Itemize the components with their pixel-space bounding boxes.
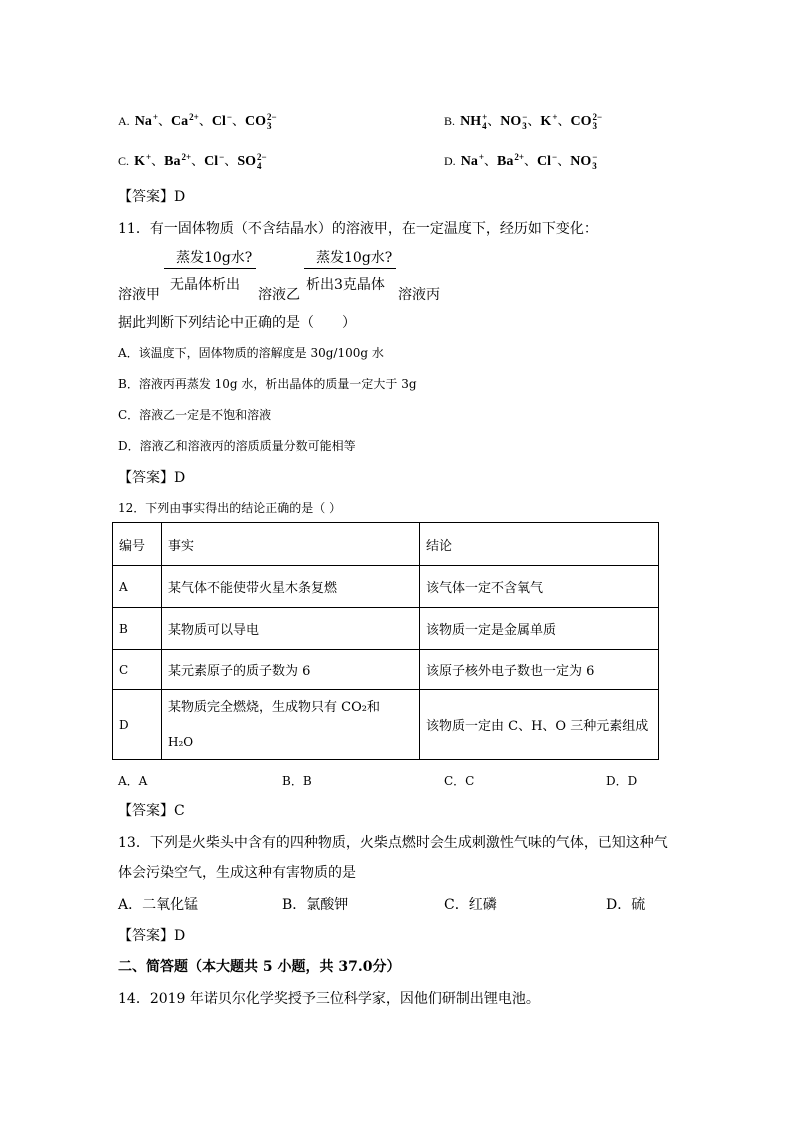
table-header-fact: 事实 [162, 523, 420, 566]
q11-arrow2-line [304, 268, 396, 269]
table-header-conclusion: 结论 [420, 523, 659, 566]
separator: 、 [231, 114, 245, 129]
q13-answer: 【答案】D [118, 928, 186, 944]
ion-charge: − [226, 111, 232, 122]
row-fact-line1: 某物质完全燃烧，生成物只有 CO₂和 [168, 699, 380, 715]
ion-formula [237, 151, 267, 171]
ion-charge-stack [189, 113, 199, 131]
q12-option-d: D．D [606, 774, 638, 788]
q12-option-a: A．A [118, 774, 148, 788]
ion-charge: − [592, 151, 598, 162]
ion-formula [134, 151, 152, 169]
q11-option-c: C．溶液乙一定是不饱和溶液 [118, 408, 272, 422]
table-header-id: 编号 [113, 523, 162, 566]
table-row [113, 566, 659, 608]
ion-formula [497, 151, 525, 169]
ion-charge: − [219, 151, 225, 162]
ion-subscript: 4 [257, 160, 262, 171]
row-fact-line2: H₂O [168, 734, 194, 749]
ion-subscript [182, 162, 192, 171]
ion-base: Ba [497, 154, 514, 169]
ion-charge-stack [267, 113, 277, 131]
q10-option-d: D. Na + 、Ba 2+ 、Cl − 、NO − 3 [444, 151, 598, 171]
ion-charge: + [146, 151, 152, 162]
q11-arrow2-top: 蒸发10g水? [316, 250, 393, 266]
ion-charge: + [152, 111, 159, 122]
separator: 、 [557, 114, 571, 129]
separator: 、 [191, 154, 205, 169]
row-fact: 某物质可以导电 [162, 608, 420, 650]
ion-charge: − [522, 111, 528, 122]
ion-base: CO [244, 114, 266, 129]
row-conclusion: 该物质一定是金属单质 [420, 608, 659, 650]
ion-formula [460, 151, 485, 169]
q13-stem-line2: 体会污染空气，生成这种有害物质的是 [118, 865, 356, 881]
q12-stem: 12．下列由事实得出的结论正确的是（ ） [118, 501, 342, 515]
ion-base: Cl [211, 114, 226, 129]
q14-stem: 14．2019 年诺贝尔化学奖授予三位科学家，因他们研制出锂电池。 [118, 991, 540, 1007]
q13-option-a: A．二氧化锰 [118, 897, 199, 913]
row-id: B [113, 608, 162, 650]
ion-base: Cl [537, 154, 552, 169]
ion-charge: + [552, 111, 558, 122]
q11-answer: 【答案】D [118, 470, 186, 486]
q10-option-c: C. K + 、Ba 2+ 、Cl − 、SO 2− 4 [118, 151, 267, 171]
ion-charge: 2+ [189, 111, 199, 122]
ion-charge: 2− [592, 111, 603, 122]
q12-table [112, 522, 659, 760]
ion-base: Ba [164, 154, 181, 169]
separator: 、 [524, 154, 538, 169]
ion-charge-stack [592, 113, 602, 131]
separator: 、 [487, 114, 501, 129]
ion-charge-stack [182, 153, 192, 171]
ion-charge-stack [514, 153, 524, 171]
q13-option-b: B．氯酸钾 [282, 897, 349, 913]
q12-option-b: B．B [282, 774, 312, 788]
ion-formula [570, 151, 598, 171]
table-row [113, 690, 659, 760]
ion-formula [537, 151, 558, 169]
ion-base: Na [134, 114, 152, 129]
q11-solution-jia: 溶液甲 [118, 287, 160, 303]
ion-formula [460, 111, 488, 131]
table-header-row [113, 523, 659, 566]
q11-option-b: B．溶液丙再蒸发 10g 水，析出晶体的质量一定大于 3g [118, 377, 417, 391]
row-fact: 某元素原子的质子数为 6 [162, 650, 420, 690]
separator: 、 [557, 154, 571, 169]
ion-formula [244, 111, 277, 131]
q11-option-a: A．该温度下，固体物质的溶解度是 30g/100g 水 [118, 346, 384, 360]
q10-option-b: B. NH + 4 、NO − 3 、K + 、CO 2− 3 [444, 111, 603, 131]
row-conclusion: 该气体一定不含氧气 [420, 566, 659, 608]
q12-answer: 【答案】C [118, 803, 185, 819]
q11-stem: 11．有一固体物质（不含结晶水）的溶液甲，在一定温度下，经历如下变化： [118, 221, 598, 237]
ion-base: Cl [204, 154, 219, 169]
ion-base: Na [460, 154, 478, 169]
ion-base: SO [237, 154, 256, 169]
ion-charge: 2+ [514, 151, 525, 162]
row-conclusion: 该物质一定由 C、H、O 三种元素组成 [420, 690, 659, 760]
ion-charge: 2− [266, 111, 277, 122]
q13-stem-line1: 13．下列是火柴头中含有的四种物质，火柴点燃时会生成刺激性气味的气体，已知这种气 [118, 835, 668, 851]
ion-charge: + [478, 151, 485, 162]
separator: 、 [484, 154, 498, 169]
q11-arrow1-bottom: 无晶体析出 [170, 277, 240, 293]
q10-option-a: A. Na + 、Ca 2+ 、Cl − 、CO 2− 3 [118, 111, 277, 131]
ion-subscript: 3 [592, 160, 597, 171]
ion-formula [211, 111, 232, 129]
row-id: C [113, 650, 162, 690]
ion-subscript [189, 122, 199, 131]
ion-charge-stack [257, 153, 267, 171]
ion-subscript [514, 162, 524, 171]
ion-formula [164, 151, 192, 169]
q11-arrow2-bottom: 析出3克晶体 [306, 277, 385, 293]
ion-subscript: 3 [522, 120, 527, 131]
q11-option-d: D．溶液乙和溶液丙的溶质质量分数可能相等 [118, 439, 356, 453]
q13-option-c: C．红磷 [444, 897, 497, 913]
ion-base: Ca [171, 114, 189, 129]
ion-formula [500, 111, 528, 131]
ion-formula [171, 111, 199, 129]
separator: 、 [224, 154, 238, 169]
ion-charge: − [552, 151, 558, 162]
ion-formula [540, 111, 558, 129]
ion-charge-stack [592, 153, 597, 171]
q11-arrow1-top: 蒸发10g水? [176, 250, 253, 266]
separator: 、 [151, 154, 165, 169]
row-id: D [113, 690, 162, 760]
ion-base: K [540, 114, 552, 129]
q10-answer: 【答案】D [118, 189, 186, 205]
ion-base: CO [570, 114, 592, 129]
row-id: A [113, 566, 162, 608]
ion-base: NO [570, 154, 592, 169]
q11-solution-bing: 溶液丙 [398, 287, 440, 303]
row-conclusion: 该原子核外电子数也一定为 6 [420, 650, 659, 690]
ion-subscript: 4 [482, 120, 487, 131]
ion-base: K [134, 154, 145, 169]
q11-arrow1-line [164, 268, 256, 269]
ion-formula [204, 151, 225, 169]
ion-subscript: 3 [592, 120, 597, 131]
separator: 、 [158, 114, 172, 129]
row-fact [162, 690, 420, 760]
row-fact: 某气体不能使带火星木条复燃 [162, 566, 420, 608]
ion-formula [570, 111, 603, 131]
q11-question: 据此判断下列结论中正确的是（ ） [118, 315, 356, 331]
q11-solution-yi: 溶液乙 [258, 287, 300, 303]
section-title: 二、简答题（本大题共 5 小题，共 37.0分） [118, 959, 401, 975]
ion-charge: 2+ [181, 151, 192, 162]
ion-subscript: 3 [266, 120, 272, 131]
ion-charge: 2− [257, 151, 267, 162]
table-row [113, 650, 659, 690]
ion-charge: + [482, 111, 488, 122]
q12-option-c: C．C [444, 774, 475, 788]
ion-formula [134, 111, 159, 129]
separator: 、 [198, 114, 212, 129]
table-row [113, 608, 659, 650]
q13-option-d: D．硫 [606, 897, 646, 913]
ion-base: NO [500, 114, 522, 129]
ion-base: NH [460, 114, 482, 129]
separator: 、 [527, 114, 541, 129]
